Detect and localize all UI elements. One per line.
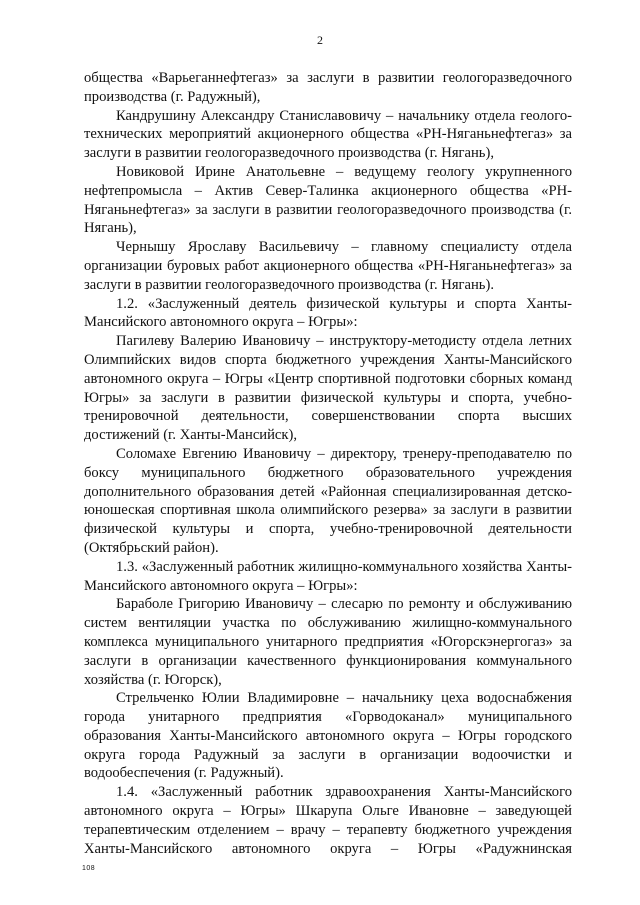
paragraph-award-recipient: Бараболе Григорию Ивановичу – слесарю по ремонту и обслуживанию систем вентиляции участка по обслуживанию жилищно-коммунального комплекса муниципального унитарного предприятия «Югорскэнергогаз» за заслуги в организации качественного функционирования коммунального хозяйства (г. Югорск), [84,596,572,688]
paragraph-continuation: общества «Варьеганнефтегаз» за заслуги в развитии геологоразведочного производства (г. Радужный), [84,70,572,105]
paragraph-award-recipient: Соломахе Евгению Ивановичу – директору, тренеру-преподавателю по боксу муниципального бюджетного образовательного учреждения дополнительного образования детей «Районная специализированная детско-юношеская спортивная школа олимпийского резерва» за заслуги в развитии физической культуры и спорта, учебно-тренировочной деятельности (Октябрьский район). [84,445,572,556]
section-heading-1-2: 1.2. «Заслуженный деятель физической культуры и спорта Ханты-Мансийского автономного округа – Югры»: [84,295,572,331]
paragraph-award-recipient: Чернышу Ярославу Васильевичу – главному специалисту отдела организации буровых работ акционерного общества «РН-Няганьнефтегаз» за заслуги в развитии геологоразведочного производства (г. Нягань). [84,239,572,293]
paragraph-award-recipient: Кандрушину Александру Станиславовичу – начальнику отдела геолого-технических мероприятий акционерного общества «РН-Няганьнефтегаз» за заслуги в развитии геологоразведочного производства (г. Нягань), [84,107,572,162]
section-heading-1-4: 1.4. «Заслуженный работник здравоохранения Ханты-Мансийского автономного округа – Югры» Шкарупа Ольге Ивановне – заведующей терапевтическим отделением – врачу – терапевту бюджетного учреждения Ханты-Мансийского автономного округа – Югры «Радужнинская [84,784,572,857]
paragraph-award-recipient: Новиковой Ирине Анатольевне – ведущему геологу укрупненного нефтепромысла – Актив Север-Талинка акционерного общества «РН-Няганьнефтегаз» за заслуги в развитии геологоразведочного производства (г. Нягань), [84,163,572,237]
document-body [84,69,572,858]
page-number: 2 [317,33,323,47]
paragraph-award-recipient: Стрельченко Юлии Владимировне – начальнику цеха водоснабжения города унитарного предприятия «Горводоканал» муниципального образования Ханты-Мансийского автономного округа – Югры городского округа города Радужный за заслуги в организации водоочистки и водообеспечения (г. Радужный). [84,690,572,782]
footer-document-code: 108 [82,865,96,872]
section-heading-1-3: 1.3. «Заслуженный работник жилищно-коммунального хозяйства Ханты-Мансийского автономного округа – Югры»: [84,558,572,594]
paragraph-award-recipient: Пагилеву Валерию Ивановичу – инструктору-методисту отдела летних Олимпийских видов спорта бюджетного учреждения Ханты-Мансийского автономного округа – Югры «Центр спортивной подготовки сборных команд Югры» за заслуги в развитии физической культуры и спорта, учебно-тренировочной деятельности, совершенствовании спорта высших достижений (г. Ханты-Мансийск), [84,333,572,444]
